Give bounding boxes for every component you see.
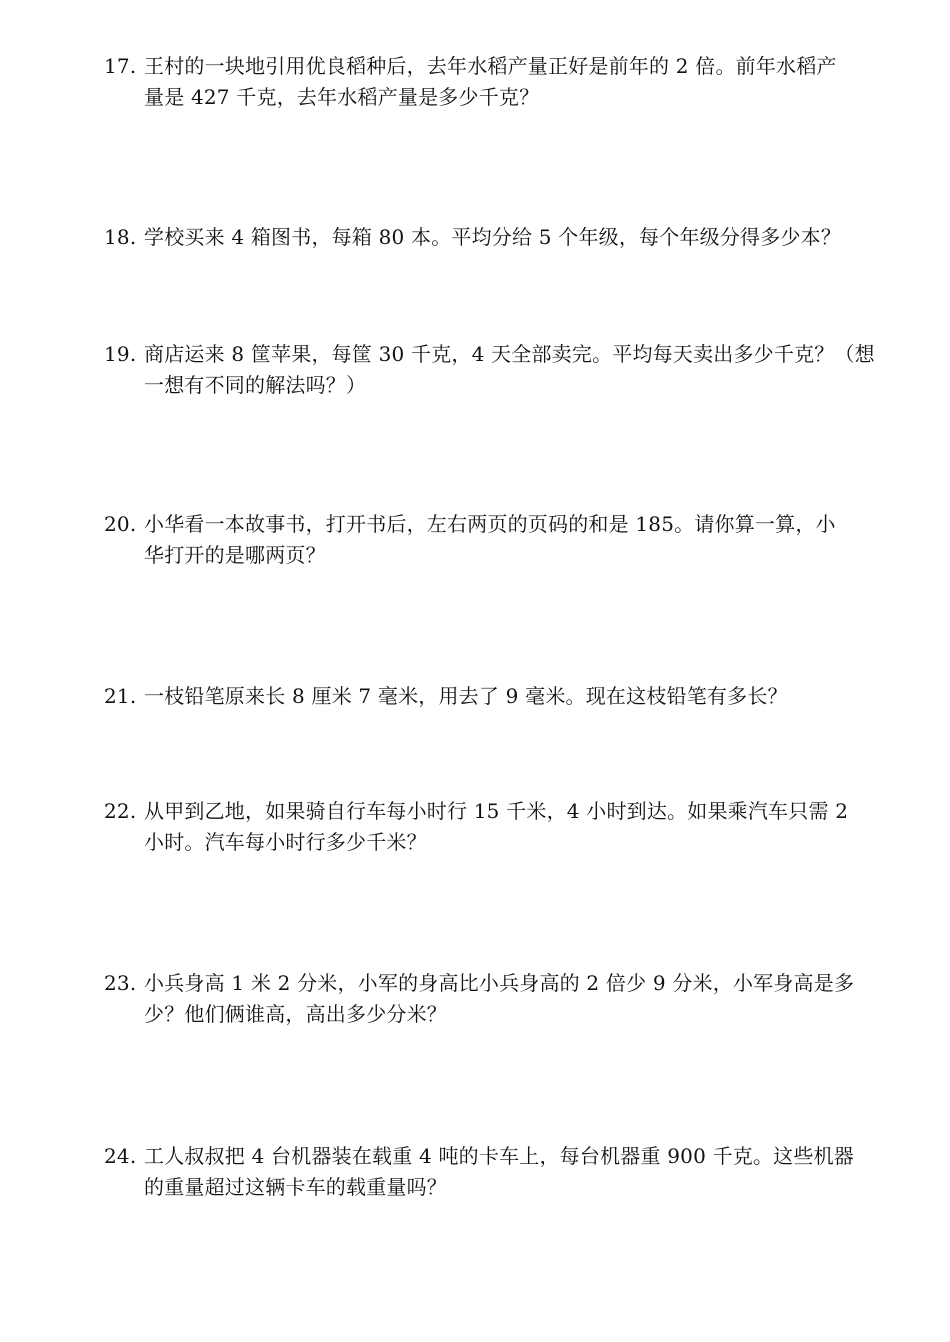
question-19: [104, 339, 900, 401]
question-number: 17.: [104, 54, 137, 78]
question-number: 21.: [104, 684, 137, 708]
question-text: 小兵身高 1 米 2 分米，小军的身高比小兵身高的 2 倍少 9 分米，小军身高是多 少？他们俩谁高，高出多少分米？: [144, 971, 855, 1026]
question-20: [104, 509, 900, 571]
question-number: 19.: [104, 342, 137, 366]
question-number: 18.: [104, 225, 137, 249]
question-text: 小华看一本故事书，打开书后，左右两页的页码的和是 185。请你算一算，小 华打开的是哪两页？: [144, 512, 836, 567]
question-24: [104, 1141, 900, 1203]
question-number: 23.: [104, 971, 137, 995]
question-text: 商店运来 8 筐苹果，每筐 30 千克，4 天全部卖完。平均每天卖出多少千克？（想 一想有不同的解法吗？）: [144, 342, 875, 397]
question-number: 22.: [104, 799, 137, 823]
question-text: 王村的一块地引用优良稻种后，去年水稻产量正好是前年的 2 倍。前年水稻产 量是 427 千克，去年水稻产量是多少千克？: [144, 54, 837, 109]
question-17: [104, 51, 900, 113]
question-18: [104, 222, 900, 253]
question-text: 学校买来 4 箱图书，每箱 80 本。平均分给 5 个年级，每个年级分得多少本？: [144, 225, 842, 249]
question-number: 20.: [104, 512, 137, 536]
question-text: 工人叔叔把 4 台机器装在载重 4 吨的卡车上，每台机器重 900 千克。这些机器 的重量超过这辆卡车的载重量吗？: [144, 1144, 854, 1199]
question-text: 一枝铅笔原来长 8 厘米 7 毫米，用去了 9 毫米。现在这枝铅笔有多长？: [144, 684, 788, 708]
question-23: [104, 968, 900, 1030]
question-number: 24.: [104, 1144, 137, 1168]
question-21: [104, 681, 900, 712]
question-text: 从甲到乙地，如果骑自行车每小时行 15 千米，4 小时到达。如果乘汽车只需 2 小时。汽车每小时行多少千米？: [144, 799, 849, 854]
question-22: [104, 796, 900, 858]
